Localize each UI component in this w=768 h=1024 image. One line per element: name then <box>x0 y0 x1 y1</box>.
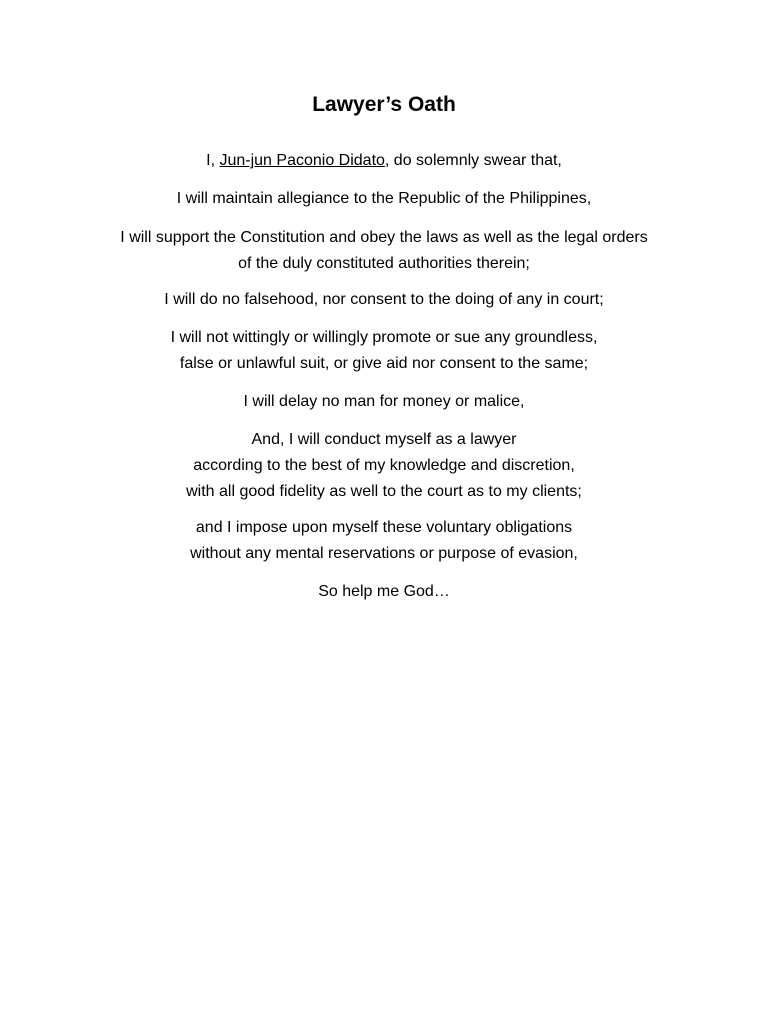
oath-paragraph-constitution <box>0 225 768 277</box>
oath-line: of the duly constituted authorities therein; <box>238 255 530 272</box>
oath-line: without any mental reservations or purpose of evasion, <box>190 545 578 562</box>
oath-line: So help me God… <box>318 583 450 600</box>
intro-suffix: , do solemnly swear that, <box>384 152 562 169</box>
oath-closing <box>0 579 768 605</box>
oath-intro-line <box>0 148 768 174</box>
oath-line: I will delay no man for money or malice, <box>243 393 525 410</box>
oath-line: I will maintain allegiance to the Republic of the Philippines, <box>176 190 592 207</box>
oath-line: I will support the Constitution and obey the laws as well as the legal orders <box>120 229 648 246</box>
oath-line: I will not wittingly or willingly promote or sue any groundless, <box>170 329 598 346</box>
oath-paragraph-groundless-suit <box>0 325 768 377</box>
oath-line: according to the best of my knowledge and discretion, <box>193 457 575 474</box>
oath-paragraph-falsehood <box>0 287 768 313</box>
oath-line: false or unlawful suit, or give aid nor consent to the same; <box>179 355 589 372</box>
oath-intro <box>0 148 768 174</box>
page-title: Lawyer’s Oath <box>312 93 456 116</box>
oath-paragraph-conduct <box>0 427 768 505</box>
oath-taker-name: Jun-jun Paconio Didato <box>219 152 385 169</box>
oath-line: with all good fidelity as well to the court as to my clients; <box>186 483 582 500</box>
oath-paragraph-obligations <box>0 515 768 567</box>
oath-line: And, I will conduct myself as a lawyer <box>251 431 517 448</box>
oath-paragraph-allegiance <box>0 186 768 212</box>
oath-line: I will do no falsehood, nor consent to the doing of any in court; <box>164 291 604 308</box>
oath-line: and I impose upon myself these voluntary obligations <box>195 519 573 536</box>
oath-paragraph-delay <box>0 389 768 415</box>
intro-prefix: I, <box>206 152 220 169</box>
